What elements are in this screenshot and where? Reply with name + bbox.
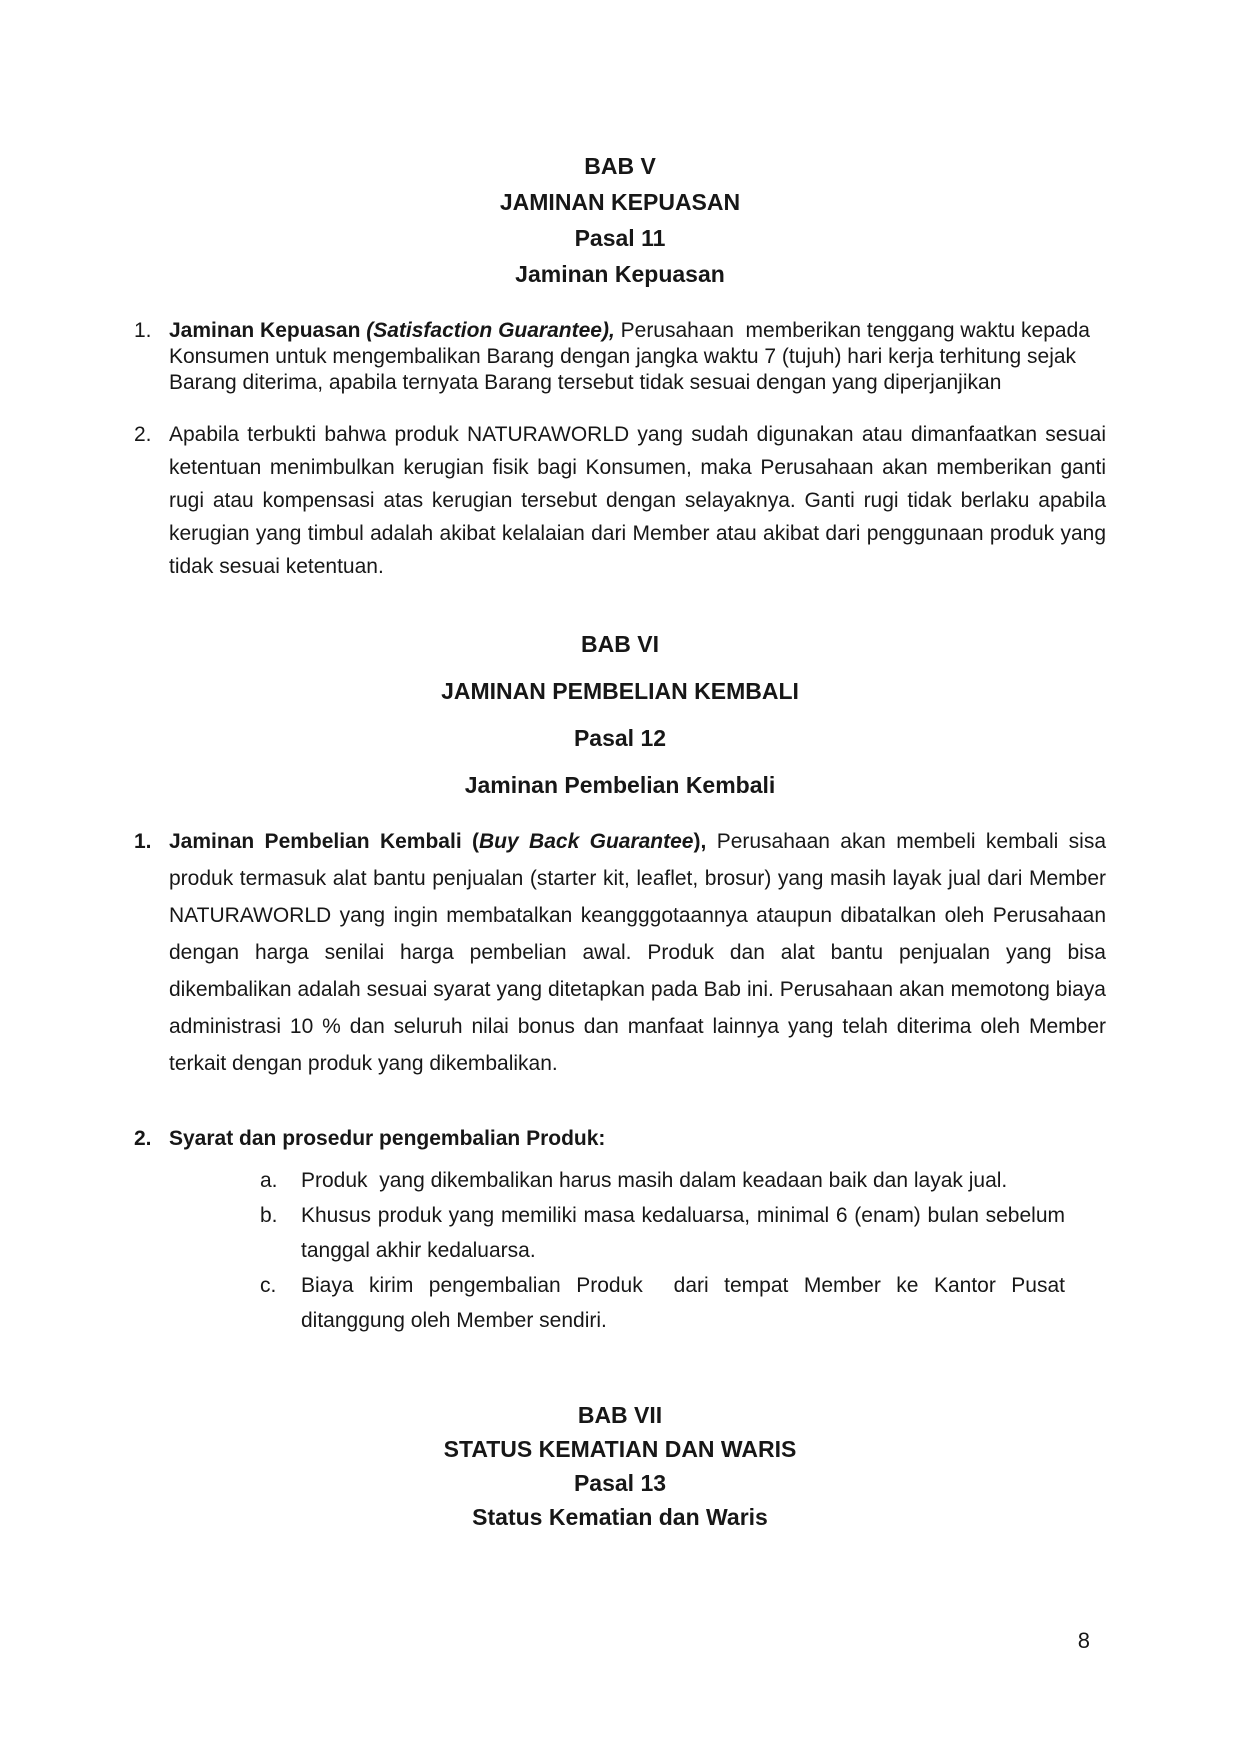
item-lead-bold: Jaminan Kepuasan xyxy=(169,319,367,342)
bab5-pasal-number: Pasal 11 xyxy=(574,225,666,251)
item-text xyxy=(169,823,1112,1082)
bab5-chapter-subtitle: JAMINAN KEPUASAN xyxy=(499,189,741,215)
sub-item-a xyxy=(260,1163,1065,1198)
item-heading-text: Syarat dan prosedur pengembalian Produk: xyxy=(169,1127,606,1150)
bab6-pasal-title: Jaminan Pembelian Kembali xyxy=(464,772,776,798)
bab6-heading-block xyxy=(134,621,1106,809)
sub-item-letter: a. xyxy=(260,1169,278,1192)
item-body-text: Perusahaan memberikan tenggang waktu kepada Konsumen untuk mengembalikan Barang dengan jangka waktu 7 (tujuh) hari kerja terhitung sejak Barang diterima, apabila ternyata Barang tersebut tidak sesuai dengan yang diperjanjikan xyxy=(169,319,1096,394)
item-lead-bold-close: ), xyxy=(693,830,707,853)
sub-item-text: Khusus produk yang memiliki masa kedaluarsa, minimal 6 (enam) bulan sebelum tanggal akhir kedaluarsa. xyxy=(301,1204,1071,1262)
pasal12-item-2-sublist xyxy=(134,1163,1106,1338)
item-body-text: Apabila terbukti bahwa produk NATURAWORLD yang sudah digunakan atau dimanfaatkan sesuai ketentuan menimbulkan kerugian fisik bagi Konsumen, maka Perusahaan akan memberikan ganti rugi atau kompensasi atas kerugian tersebut dengan selayaknya. Ganti rugi tidak berlaku apabila kerugian yang timbul adalah akibat kelalaian dari Member atau akibat dari penggunaan produk yang tidak sesuai ketentuan. xyxy=(169,423,1112,578)
item-lead-bold-italic: Buy Back Guarantee xyxy=(479,830,694,853)
bab7-pasal-number: Pasal 13 xyxy=(573,1470,667,1496)
item-text xyxy=(169,319,1096,394)
bab5-heading-block xyxy=(134,148,1106,292)
sub-item-text: Biaya kirim pengembalian Produk dari tempat Member ke Kantor Pusat ditanggung oleh Member sendiri. xyxy=(301,1274,1071,1332)
item-number: 2. xyxy=(134,1127,152,1150)
bab7-chapter-subtitle: STATUS KEMATIAN DAN WARIS xyxy=(443,1436,797,1462)
item-lead-bold-italic: (Satisfaction Guarantee), xyxy=(366,319,615,342)
sub-item-letter: c. xyxy=(260,1274,277,1297)
bab7-pasal-title: Status Kematian dan Waris xyxy=(472,1504,768,1530)
bab5-chapter-title: BAB V xyxy=(584,153,656,179)
item-body-text: Perusahaan akan membeli kembali sisa produk termasuk alat bantu penjualan (starter kit, leaflet, brosur) yang masih layak jual dari Member NATURAWORLD yang ingin membatalkan keangggotaannya ataupun dibatalkan oleh Perusahaan dengan harga senilai harga pembelian awal. Produk dan alat bantu penjualan yang bisa dikembalikan adalah sesuai syarat yang ditetapkan pada Bab ini. Perusahaan akan memotong biaya administrasi 10 % dan seluruh nilai bonus dan manfaat lainnya yang telah diterima oleh Member terkait dengan produk yang dikembalikan. xyxy=(169,830,1112,1075)
item-lead-bold: Jaminan Pembelian Kembali ( xyxy=(169,830,480,853)
pasal11-item-2 xyxy=(134,418,1112,583)
item-number: 2. xyxy=(134,423,152,446)
bab7-chapter-title: BAB VII xyxy=(577,1402,663,1428)
bab6-pasal-number: Pasal 12 xyxy=(573,725,667,751)
bab7-heading-block xyxy=(134,1398,1106,1534)
pasal11-item-1 xyxy=(134,318,1106,396)
item-number: 1. xyxy=(134,319,152,342)
sub-item-c xyxy=(260,1268,1071,1338)
sub-item-letter: b. xyxy=(260,1204,278,1227)
bab6-chapter-subtitle: JAMINAN PEMBELIAN KEMBALI xyxy=(441,678,799,704)
item-number: 1. xyxy=(134,830,152,853)
bab6-chapter-title: BAB VI xyxy=(581,631,659,657)
sub-item-b xyxy=(260,1198,1071,1268)
pasal12-item-2 xyxy=(134,1120,1106,1157)
page-number: 8 xyxy=(1077,1628,1090,1653)
sub-item-text: Produk yang dikembalikan harus masih dalam keadaan baik dan layak jual. xyxy=(301,1169,1008,1192)
pasal12-item-1 xyxy=(134,823,1112,1082)
bab5-pasal-title: Jaminan Kepuasan xyxy=(515,261,725,287)
